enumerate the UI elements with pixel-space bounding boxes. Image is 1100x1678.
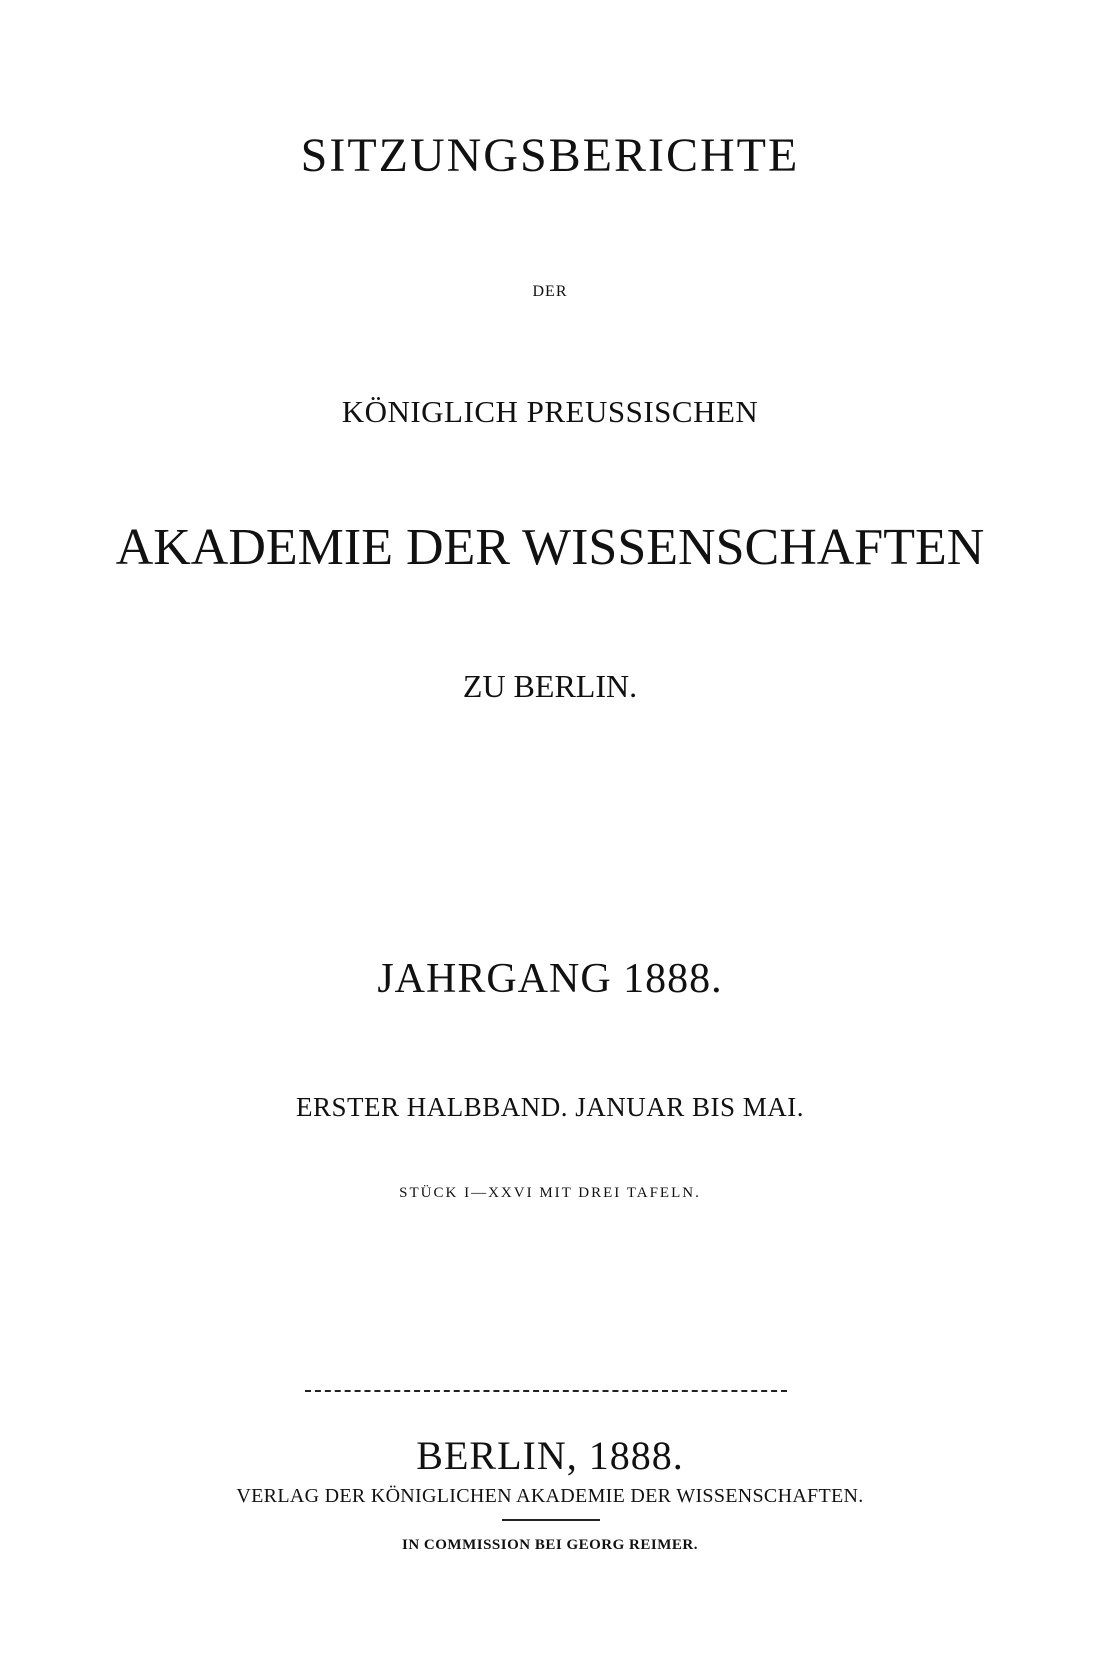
issues-line: STÜCK I—XXVI MIT DREI TAFELN. [399,1185,701,1201]
institution-line-2: AKADEMIE DER WISSENSCHAFTEN [115,519,985,576]
dashed-divider [305,1390,787,1392]
publisher-line: VERLAG DER KÖNIGLICHEN AKADEMIE DER WISSENSCHAFTEN. [236,1485,864,1507]
location-line: ZU BERLIN. [462,668,638,704]
main-title: SITZUNGSBERICHTE [300,129,800,182]
der-line: DER [532,283,568,300]
institution-line-1: KÖNIGLICH PREUSSISCHEN [341,394,759,429]
imprint-place-year: BERLIN, 1888. [416,1433,684,1478]
short-divider [502,1519,600,1521]
half-volume-line: ERSTER HALBBAND. JANUAR BIS MAI. [295,1092,805,1122]
volume-line: JAHRGANG 1888. [377,956,723,1002]
commission-line: IN COMMISSION BEI GEORG REIMER. [402,1537,698,1553]
